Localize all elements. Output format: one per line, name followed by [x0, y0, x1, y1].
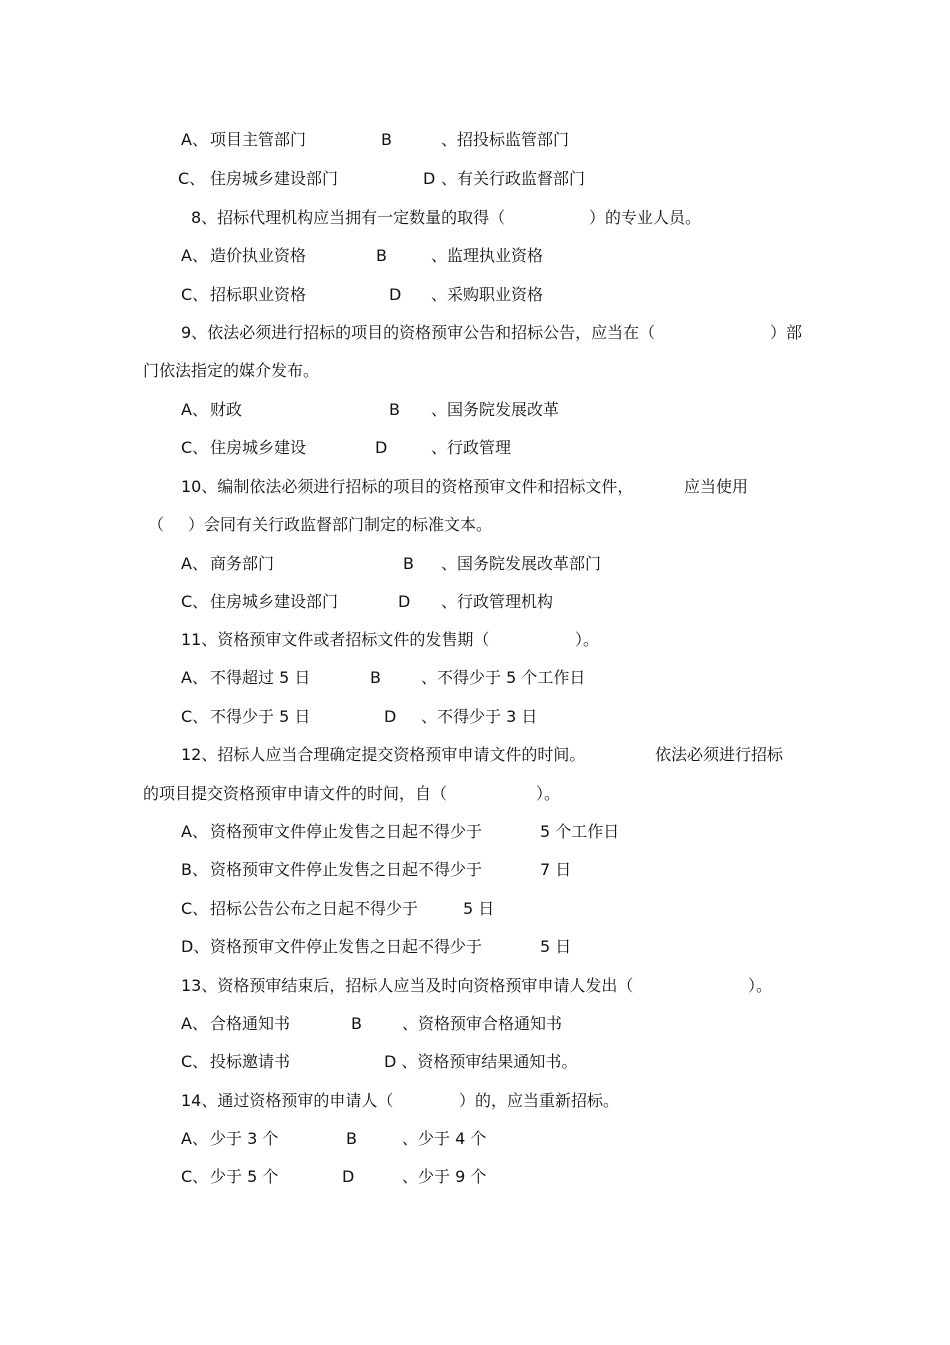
option-b-letter: B: [351, 1014, 362, 1033]
option-d-text: 、有关行政监督部门: [441, 169, 586, 188]
option-d-letter: D: [375, 438, 388, 457]
option-b-letter: B: [370, 668, 381, 687]
option-b-letter: B、: [181, 860, 208, 879]
option-c-text: 招标公告公布之日起不得少于: [210, 899, 419, 918]
option-d-letter: D: [342, 1167, 355, 1186]
option-b-text: 、国务院发展改革: [431, 400, 560, 419]
option-d-text: 、行政管理机构: [441, 592, 554, 611]
option-b-text: 、少于 4 个: [402, 1129, 487, 1148]
option-a-text: 不得超过 5 日: [210, 668, 311, 687]
option-d-letter: D: [389, 285, 402, 304]
option-c-text: 住房城乡建设部门: [210, 592, 339, 611]
option-a-letter: A、: [181, 554, 208, 573]
option-d-text: D 、资格预审结果通知书。: [384, 1052, 578, 1071]
option-a-letter: A、: [181, 1129, 208, 1148]
question-stem-end: ）。: [536, 784, 561, 803]
option-c-text: 少于 5 个: [210, 1167, 279, 1186]
option-c-letter: C、: [181, 438, 209, 457]
question-stem: 9、依法必须进行招标的项目的资格预审公告和招标公告，应当在（: [181, 323, 656, 342]
option-b-letter: B: [376, 246, 387, 265]
question-stem-continued: 门依法指定的媒介发布。: [143, 361, 320, 380]
option-a-text: 商务部门: [210, 554, 275, 573]
option-a-letter: A、: [181, 822, 208, 841]
option-b-letter: B: [346, 1129, 357, 1148]
option-a-text: 少于 3 个: [210, 1129, 279, 1148]
option-c-letter: C、: [181, 899, 209, 918]
option-c-letter: C、: [181, 1167, 209, 1186]
option-a-text: 项目主管部门: [210, 130, 307, 149]
question-stem-end: 依法必须进行招标: [655, 745, 784, 764]
option-b-text: 、不得少于 5 个工作日: [421, 668, 586, 687]
option-b-letter: B: [389, 400, 400, 419]
option-b-number: 7 日: [540, 860, 572, 879]
option-a-text: 造价执业资格: [210, 246, 307, 265]
option-d-text: 、不得少于 3 日: [421, 707, 538, 726]
option-c-number: 5 日: [463, 899, 495, 918]
question-stem: 8、招标代理机构应当拥有一定数量的取得（: [191, 208, 506, 227]
option-c-text: 住房城乡建设: [210, 438, 307, 457]
option-a-number: 5 个工作日: [540, 822, 620, 841]
option-b-letter: B: [403, 554, 414, 573]
option-d-text: 、采购职业资格: [431, 285, 544, 304]
option-a-text: 资格预审文件停止发售之日起不得少于: [210, 822, 483, 841]
option-b-text: 资格预审文件停止发售之日起不得少于: [210, 860, 483, 879]
option-a-letter: A、: [181, 246, 208, 265]
option-c-text: 住房城乡建设部门: [210, 169, 339, 188]
question-stem: 13、资格预审结束后，招标人应当及时向资格预审申请人发出（: [181, 976, 634, 995]
option-b-text: 、国务院发展改革部门: [441, 554, 602, 573]
option-c-text: 不得少于 5 日: [210, 707, 311, 726]
option-a-letter: A、: [181, 668, 208, 687]
option-a-letter: A、: [181, 400, 208, 419]
option-a-text: 财政: [210, 400, 243, 419]
option-d-letter: D: [384, 707, 397, 726]
question-stem-end: ）部: [770, 323, 803, 342]
option-c-letter: C、: [181, 707, 209, 726]
option-d-letter: D: [398, 592, 411, 611]
option-c-text: 招标职业资格: [210, 285, 307, 304]
option-a-letter: A、: [181, 1014, 208, 1033]
question-stem-end: ）的，应当重新招标。: [459, 1091, 620, 1110]
question-stem: 10、编制依法必须进行招标的项目的资格预审文件和招标文件，: [181, 477, 634, 496]
question-stem-continued: ）会同有关行政监督部门制定的标准文本。: [188, 515, 493, 534]
option-c-letter: C、: [181, 285, 209, 304]
option-a-letter: A、: [181, 130, 208, 149]
question-stem: 11、资格预审文件或者招标文件的发售期（: [181, 630, 490, 649]
option-a-text: 合格通知书: [210, 1014, 291, 1033]
question-stem-continued: 的项目提交资格预审申请文件的时间，自（: [143, 784, 448, 803]
option-d-text: 资格预审文件停止发售之日起不得少于: [210, 937, 483, 956]
question-stem: 14、通过资格预审的申请人（: [181, 1091, 394, 1110]
option-d-text: 、行政管理: [431, 438, 512, 457]
option-b-text: 、招投标监管部门: [441, 130, 570, 149]
option-d-text: 、少于 9 个: [402, 1167, 487, 1186]
question-stem-end: ）的专业人员。: [589, 208, 702, 227]
option-c-letter: C、: [178, 169, 206, 188]
question-stem-end: ）。: [575, 630, 600, 649]
question-stem: 12、招标人应当合理确定提交资格预审申请文件的时间。: [181, 745, 586, 764]
option-c-letter: C、: [181, 1052, 209, 1071]
option-b-letter: B: [381, 130, 392, 149]
question-stem-end: ）。: [748, 976, 773, 995]
option-d-letter: D、: [181, 937, 210, 956]
option-c-letter: C、: [181, 592, 209, 611]
option-b-text: 、监理执业资格: [431, 246, 544, 265]
option-b-text: 、资格预审合格通知书: [402, 1014, 563, 1033]
question-stem-paren: （: [148, 515, 165, 534]
option-d-number: 5 日: [540, 937, 572, 956]
option-d-letter: D: [423, 169, 436, 188]
question-stem-end: 应当使用: [684, 477, 749, 496]
option-c-text: 投标邀请书: [210, 1052, 291, 1071]
